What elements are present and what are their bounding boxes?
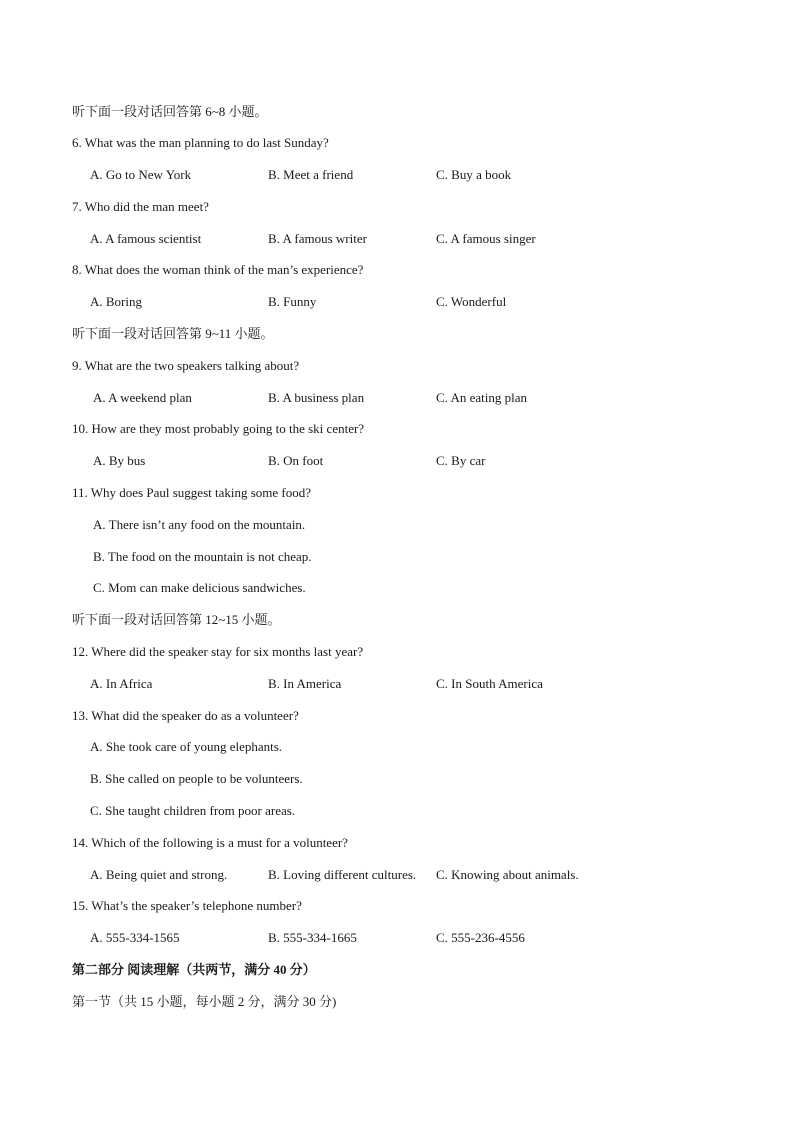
option-11b: B. The food on the mountain is not cheap. <box>93 549 312 564</box>
option-13b: B. She called on people to be volunteers. <box>90 771 303 786</box>
option-12b: B. In America <box>268 676 342 691</box>
option-13c: C. She taught children from poor areas. <box>90 803 296 818</box>
option-10a: A. By bus <box>93 453 146 468</box>
option-15c: C. 555-236-4556 <box>436 930 525 945</box>
option-13a: A. She took care of young elephants. <box>90 739 283 754</box>
option-14b: B. Loving different cultures. <box>268 867 417 882</box>
option-8c: C. Wonderful <box>436 294 507 309</box>
option-11c: C. Mom can make delicious sandwiches. <box>93 580 306 595</box>
option-6a: A. Go to New York <box>90 167 192 182</box>
question-13: 13. What did the speaker do as a volunteer? <box>72 708 299 723</box>
part2-heading: 第二部分 阅读理解（共两节，满分 40 分） <box>72 962 316 977</box>
question-9: 9. What are the two speakers talking about? <box>72 358 300 373</box>
option-8a: A. Boring <box>90 294 142 309</box>
option-6b: B. Meet a friend <box>268 167 354 182</box>
question-10: 10. How are they most probably going to the ski center? <box>72 421 365 436</box>
section-heading-9-11: 听下面一段对话回答第 9~11 小题。 <box>72 326 274 341</box>
question-15: 15. What’s the speaker’s telephone number? <box>72 898 302 913</box>
option-10b: B. On foot <box>268 453 324 468</box>
option-15a: A. 555-334-1565 <box>90 930 180 945</box>
option-7b: B. A famous writer <box>268 231 367 246</box>
question-7: 7. Who did the man meet? <box>72 199 209 214</box>
section-heading-6-8: 听下面一段对话回答第 6~8 小题。 <box>72 104 268 119</box>
question-12: 12. Where did the speaker stay for six months last year? <box>72 644 364 659</box>
question-6: 6. What was the man planning to do last Sunday? <box>72 135 329 150</box>
option-12c: C. In South America <box>436 676 543 691</box>
option-15b: B. 555-334-1665 <box>268 930 357 945</box>
option-14a: A. Being quiet and strong. <box>90 867 228 882</box>
option-11a: A. There isn’t any food on the mountain. <box>93 517 306 532</box>
option-10c: C. By car <box>436 453 486 468</box>
option-9c: C. An eating plan <box>436 390 527 405</box>
part2-subheading: 第一节（共 15 小题，每小题 2 分，满分 30 分) <box>72 994 337 1009</box>
question-11: 11. Why does Paul suggest taking some food? <box>72 485 312 500</box>
option-7c: C. A famous singer <box>436 231 536 246</box>
question-8: 8. What does the woman think of the man’s experience? <box>72 262 364 277</box>
option-6c: C. Buy a book <box>436 167 512 182</box>
option-14c: C. Knowing about animals. <box>436 867 579 882</box>
section-heading-12-15: 听下面一段对话回答第 12~15 小题。 <box>72 612 281 627</box>
option-8b: B. Funny <box>268 294 317 309</box>
option-7a: A. A famous scientist <box>90 231 202 246</box>
option-9b: B. A business plan <box>268 390 365 405</box>
question-14: 14. Which of the following is a must for a volunteer? <box>72 835 348 850</box>
option-12a: A. In Africa <box>90 676 153 691</box>
option-9a: A. A weekend plan <box>93 390 192 405</box>
